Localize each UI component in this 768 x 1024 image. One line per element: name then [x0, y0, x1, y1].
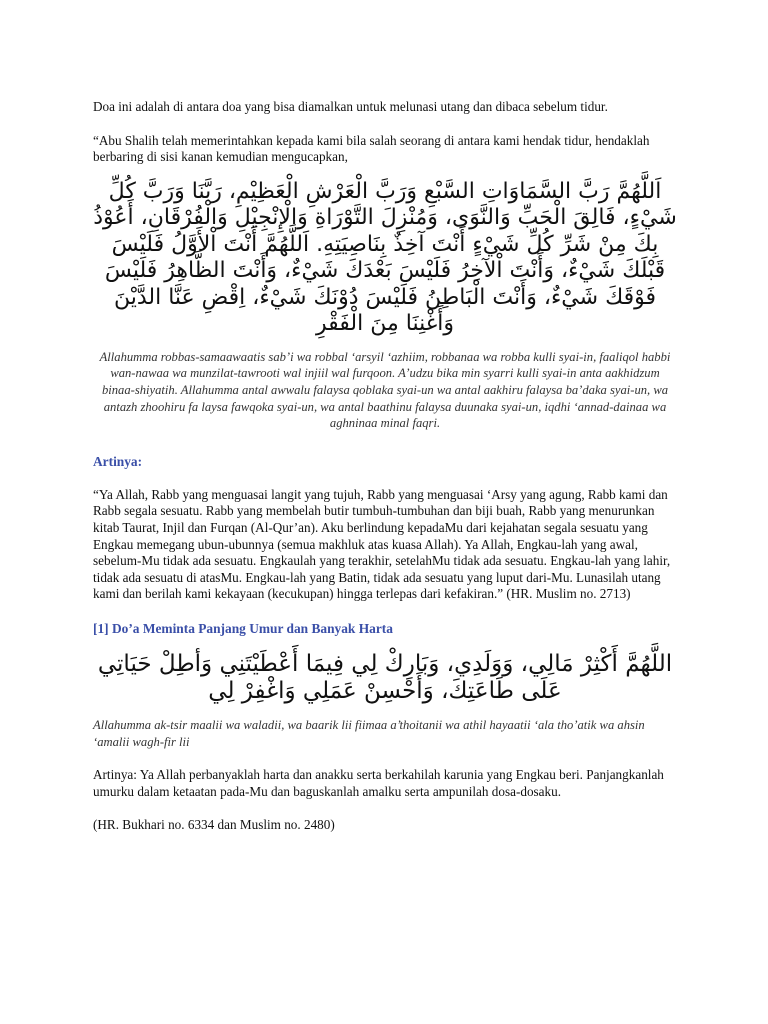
doa-panjang-umur-arabic: اللَّهُمَّ أَكْثِرْ مَالِي، وَوَلَدِي، وَبَارِكْ لِي فِيمَا أَعْطَيْتَنِي وَأطِلْ حَيَاتِي عَلَى طَاعَتِكَ، وَأَحْسِنْ عَمَلِي وَاغْفِرْ لِي	[97, 650, 673, 704]
doa-arabic-text: اَللَّهُمَّ رَبَّ السَّمَاوَاتِ السَّبْعِ وَرَبَّ الْعَرْشِ الْعَظِيْمِ، رَبَّنَا وَرَبَّ كُلِّ شَيْءٍ، فَالِقَ الْحَبِّ وَالنَّوَى، وَمُنْزِلَ التَّوْرَاةِ وَالْإِنْجِيْلِ وَالْفُرْقَانِ، أَعُوْذُ بِكَ مِنْ شَرِّ كُلِّ شَيْءٍ أَنْتَ آخِذٌ بِنَاصِيَتِهِ. اَللَّهُمَّ أَنْتَ اْلأَوَّلُ فَلَيْسَ قَبْلَكَ شَيْءٌ، وَأَنْتَ اْلآخِرُ فَلَيْسَ بَعْدَكَ شَيْءٌ، وَأَنْتَ الظَّاهِرُ فَلَيْسَ فَوْقَكَ شَيْءٌ، وَأَنْتَ الْبَاطِنُ فَلَيْسَ دُوْنَكَ شَيْءٌ، اِقْضِ عَنَّا الدَّيْنَ وَأَغْنِنَا مِنَ الْفَقْرِ	[93, 178, 677, 337]
doa-panjang-umur-transliteration: Allahumma ak-tsir maalii wa waladii, wa baarik lii fiimaa a’thoitanii wa athil hayaatii ‘ala tho’atik wa ahsin ‘amalii wagh-fir lii	[93, 717, 645, 749]
narration-paragraph: “Abu Shalih telah memerintahkan kepada kami bila salah seorang di antara kami hendak tidur, hendaklah berbaring di sisi kanan kemudian mengucapkan,	[93, 132, 650, 165]
section-heading-panjang-umur: [1] Do’a Meminta Panjang Umur dan Banyak Harta	[93, 620, 393, 636]
intro-paragraph: Doa ini adalah di antara doa yang bisa diamalkan untuk melunasi utang dan dibaca sebelum tidur.	[93, 99, 608, 114]
doa-transliteration: Allahumma robbas-samaawaatis sab’i wa robbal ‘arsyil ‘azhiim, robbanaa wa robba kulli syai-in, faaliqol habbi wan-nawaa wa munzilat-tawrooti wal injiil wal furqoon. A’udzu bika min syarri kulli syai-in anta aakhidzum binaa-shiyatih. Allahumma antal awwalu falaysa qoblaka syai-un wa antal aakhiru falaysa ba’daka syai-un, wa antazh zhoohiru fa laysa fawqoka syai-un, wa antal baathinu falaysa duunaka syai-un, iqdhi ‘annad-dainaa wa aghninaa minal faqri.	[99, 349, 671, 431]
artinya-heading: Artinya:	[93, 453, 143, 469]
hadith-reference: (HR. Bukhari no. 6334 dan Muslim no. 2480)	[93, 817, 335, 833]
doa-panjang-umur-translation: Artinya: Ya Allah perbanyaklah harta dan anakku serta berkahilah karunia yang Engkau beri. Panjangkanlah umurku dalam ketaatan pada-Mu dan baguskanlah amalku serta ampunilah dosa-dosaku.	[93, 767, 664, 799]
document-content	[93, 99, 677, 834]
doa-translation: “Ya Allah, Rabb yang menguasai langit yang tujuh, Rabb yang menguasai ‘Arsy yang agung, Rabb kami dan Rabb segala sesuatu. Rabb yang membelah butir tumbuh-tumbuhan dan biji buah, Rabb yang menurunkan kitab Taurat, Injil dan Furqan (Al-Qur’an). Aku berlindung kepadaMu dari kejahatan segala sesuatu yang Engkau memegang ubun-ubunnya (semua makhluk atas kuasa Allah). Ya Allah, Engkau-lah yang awal, sebelum-Mu tidak ada sesuatu. Engkaulah yang terakhir, setelahMu tidak ada sesuatu. Engkau-lah yang lahir, tidak ada sesuatu di atasMu. Engkau-lah yang Batin, tidak ada sesuatu yang luput dari-Mu. Lunasilah utang kami dan berilah kami kekayaan (kecukupan) hingga terlepas dari kefakiran.” (HR. Muslim no. 2713)	[93, 486, 671, 602]
